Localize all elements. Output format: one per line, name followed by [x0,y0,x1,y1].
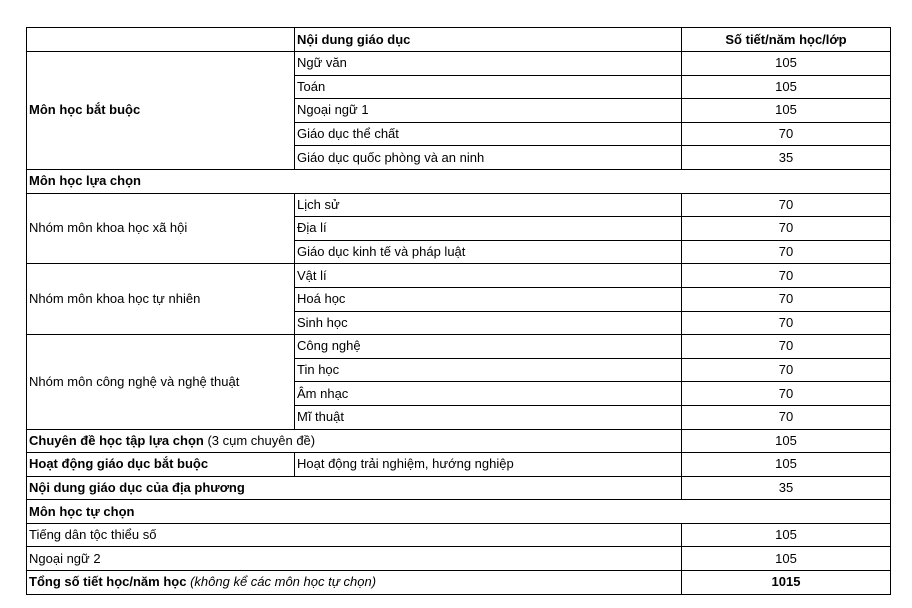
activities-periods: 105 [682,453,891,477]
compulsory-label: Môn học bắt buộc [27,52,295,170]
table-row [27,500,891,524]
subject-name: Ngoại ngữ 2 [27,547,682,571]
subject-name: Vật lí [295,264,682,288]
subject-periods: 70 [682,122,891,146]
table-row [27,476,891,500]
subject-name: Sinh học [295,311,682,335]
subject-periods: 105 [682,547,891,571]
subject-periods: 70 [682,358,891,382]
subject-periods: 105 [682,75,891,99]
topics-label: Chuyên đề học tập lựa chọn [29,432,204,448]
topics-periods: 105 [682,429,891,453]
subject-periods: 105 [682,523,891,547]
subject-periods: 105 [682,99,891,123]
elective-label: Môn học lựa chọn [27,169,891,193]
curriculum-table [26,27,891,595]
header-row [27,28,891,52]
subject-name: Âm nhạc [295,382,682,406]
subject-name: Ngoại ngữ 1 [295,99,682,123]
subject-periods: 70 [682,311,891,335]
activities-name: Hoạt động trải nghiệm, hướng nghiệp [295,453,682,477]
table-row [27,169,891,193]
subject-periods: 70 [682,240,891,264]
subject-periods: 70 [682,382,891,406]
subject-name: Giáo dục kinh tế và pháp luật [295,240,682,264]
subject-periods: 70 [682,405,891,429]
topics-cell [27,429,682,453]
topics-note: (3 cụm chuyên đề) [207,432,316,448]
table-row [27,453,891,477]
total-cell [27,571,682,595]
total-label: Tổng số tiết học/năm học [29,574,187,590]
subject-periods: 70 [682,335,891,359]
subject-name: Tin học [295,358,682,382]
subject-name: Lịch sử [295,193,682,217]
subject-periods: 70 [682,287,891,311]
subject-name: Mĩ thuật [295,405,682,429]
group-label: Nhóm môn khoa học tự nhiên [27,264,295,335]
total-note: (không kể các môn học tự chọn) [190,574,377,590]
header-periods: Số tiết/năm học/lớp [682,28,891,52]
subject-periods: 35 [682,146,891,170]
subject-name: Giáo dục thể chất [295,122,682,146]
subject-periods: 70 [682,193,891,217]
local-label: Nội dung giáo dục của địa phương [27,476,682,500]
subject-periods: 70 [682,264,891,288]
header-content: Nội dung giáo dục [295,28,682,52]
optional-label: Môn học tự chọn [27,500,891,524]
group-label: Nhóm môn khoa học xã hội [27,193,295,264]
subject-name: Công nghệ [295,335,682,359]
table-row [27,193,891,217]
local-periods: 35 [682,476,891,500]
header-blank-cell [27,28,295,52]
subject-name: Ngữ văn [295,52,682,76]
subject-name: Giáo dục quốc phòng và an ninh [295,146,682,170]
table-row [27,429,891,453]
table-row [27,523,891,547]
group-label: Nhóm môn công nghệ và nghệ thuật [27,335,295,429]
subject-name: Toán [295,75,682,99]
subject-name: Hoá học [295,287,682,311]
table-row [27,52,891,76]
subject-periods: 70 [682,217,891,241]
subject-name: Địa lí [295,217,682,241]
total-periods: 1015 [682,571,891,595]
table-row [27,264,891,288]
table-row [27,335,891,359]
table-row [27,547,891,571]
activities-label: Hoạt động giáo dục bắt buộc [27,453,295,477]
subject-periods: 105 [682,52,891,76]
subject-name: Tiếng dân tộc thiểu số [27,523,682,547]
total-row [27,571,891,595]
